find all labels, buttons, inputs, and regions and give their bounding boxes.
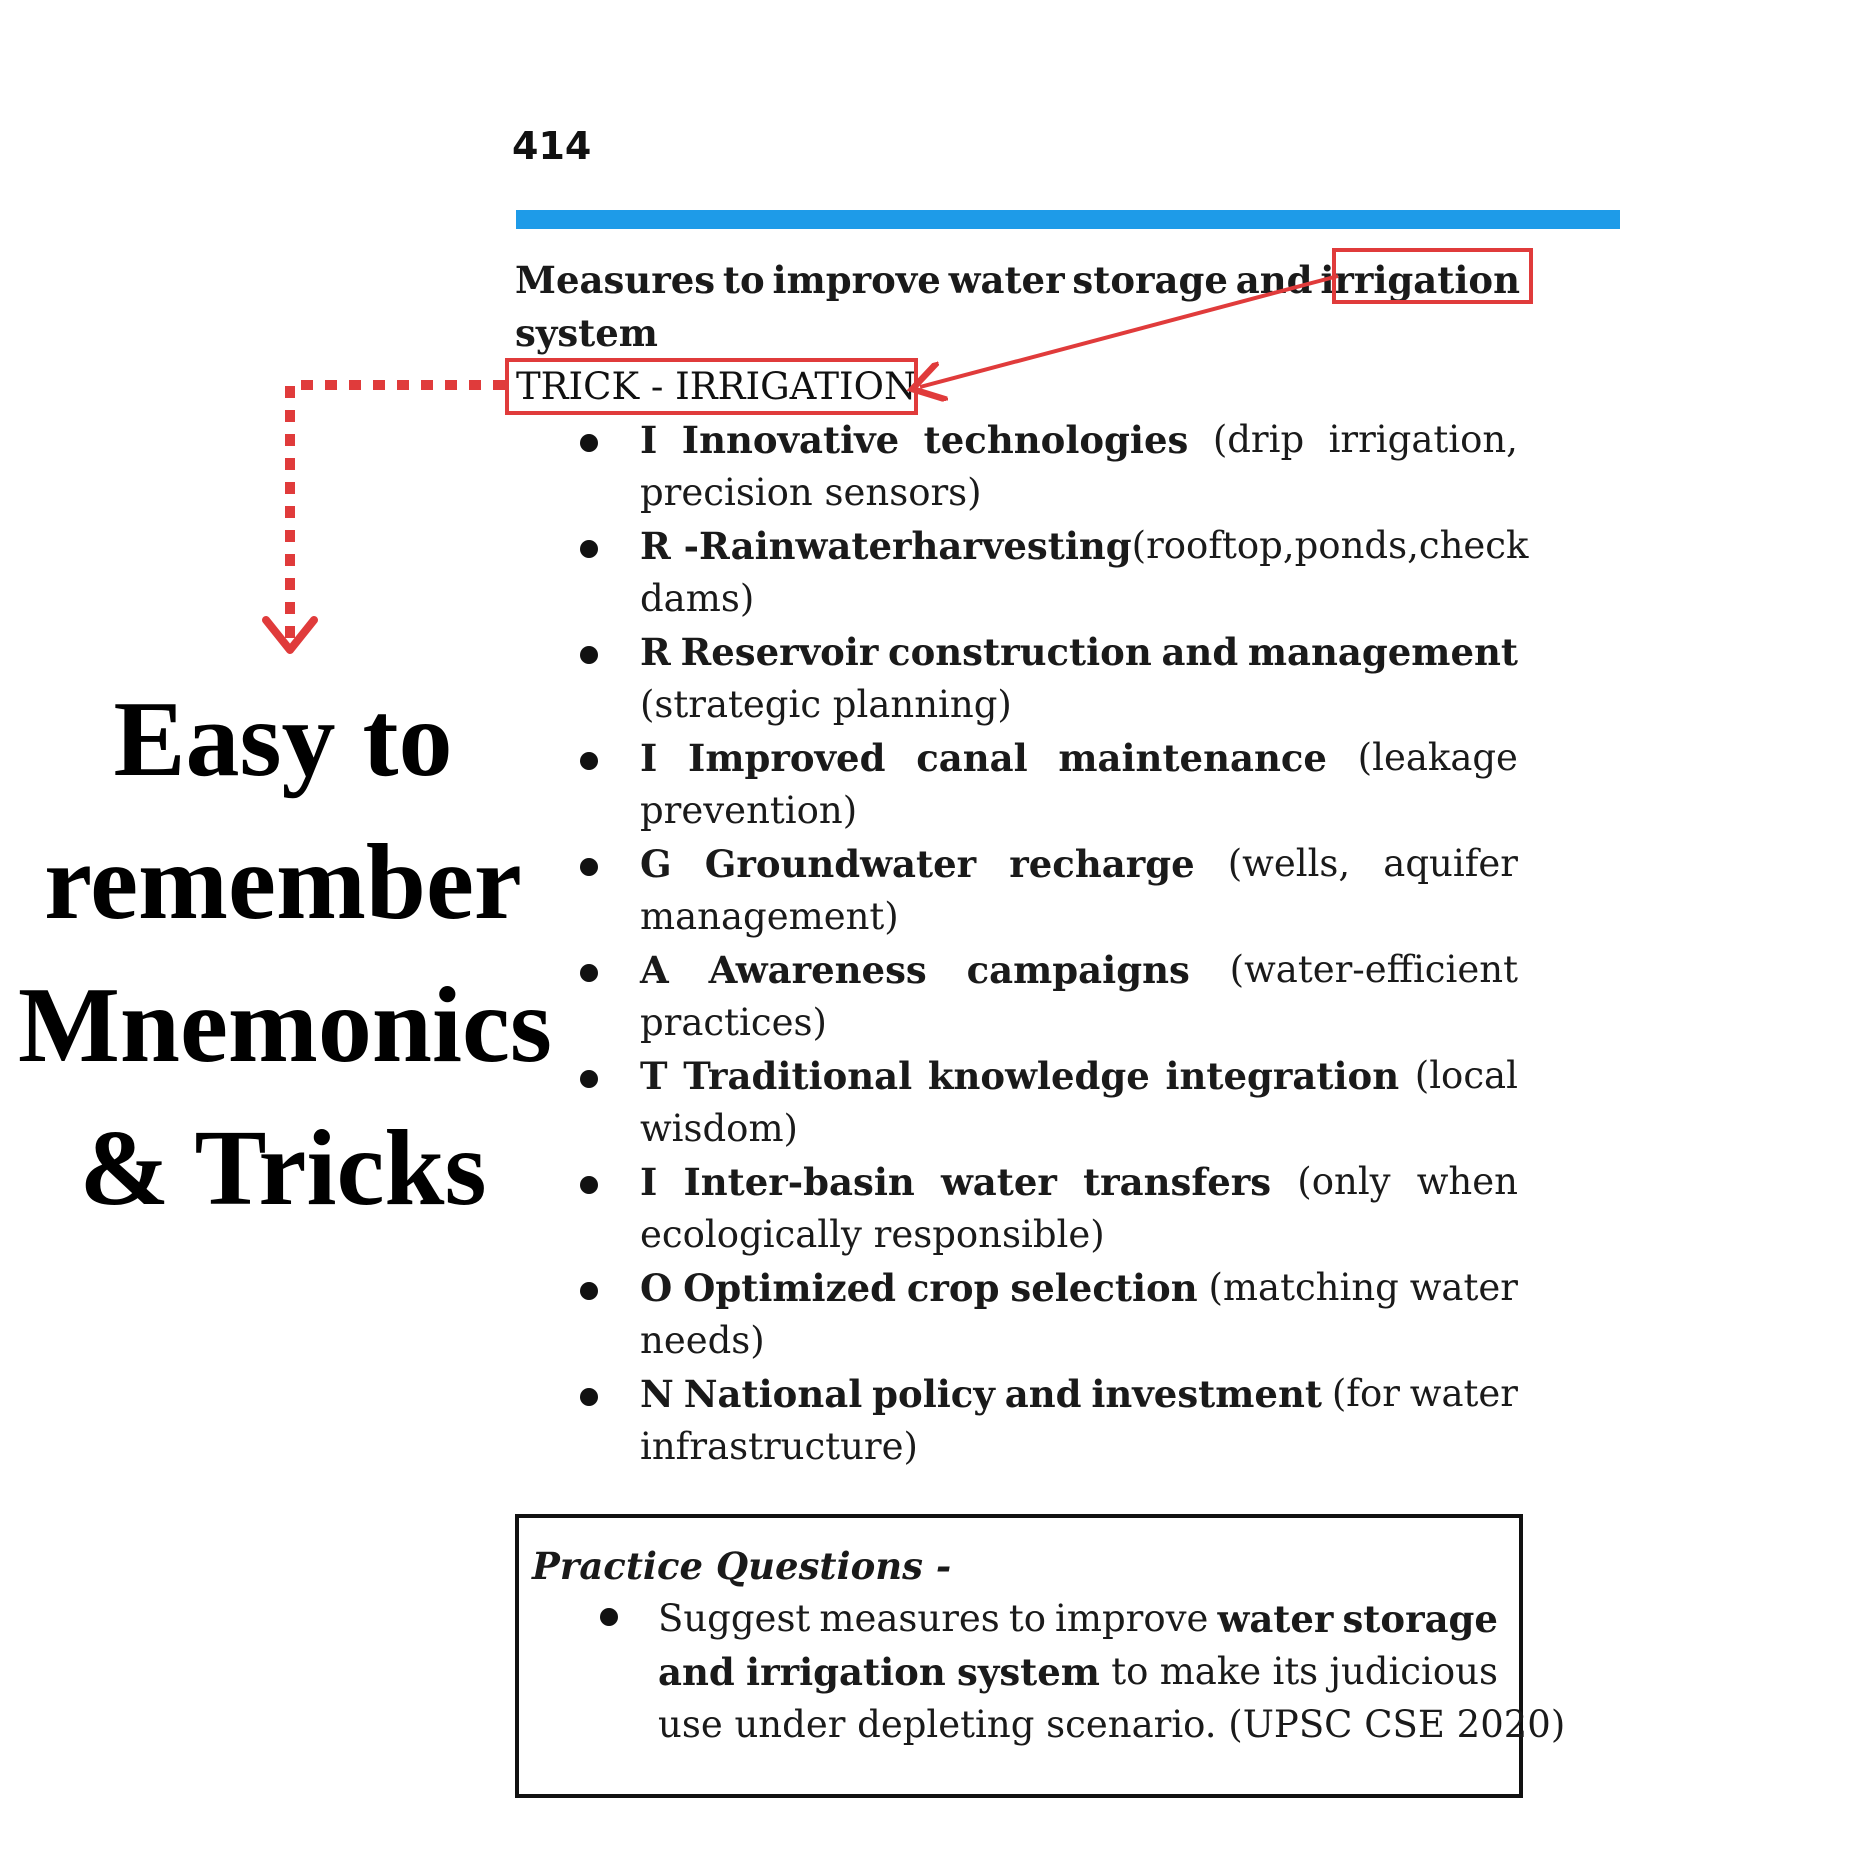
- item-keyword: canal: [916, 736, 1028, 780]
- list-item-continuation: prevention): [640, 789, 858, 832]
- mnemonic-letter: A: [640, 948, 669, 992]
- item-keyword: Rainwater: [699, 524, 912, 568]
- question-text: use under depleting scenario. (UPSC CSE 2020): [658, 1703, 1566, 1746]
- item-keyword: Reservoir: [680, 630, 879, 674]
- item-detail: (only: [1297, 1160, 1391, 1203]
- list-item-continuation: infrastructure): [640, 1425, 918, 1468]
- list-item-continuation: precision sensors): [640, 471, 982, 514]
- list-item-continuation: ecologically responsible): [640, 1213, 1105, 1256]
- question-text: make: [1159, 1650, 1262, 1693]
- side-caption-line: Easy to: [113, 680, 453, 799]
- item-keyword: integration: [1165, 1054, 1400, 1098]
- question-text: measures: [819, 1597, 1000, 1640]
- dotted-connector: [290, 385, 505, 640]
- list-item-continuation: wisdom): [640, 1107, 798, 1150]
- item-keyword: and: [1161, 630, 1239, 674]
- question-keyword: and: [658, 1650, 735, 1694]
- practice-question-line: [658, 1703, 1566, 1746]
- page-number: 414: [512, 124, 592, 168]
- heading-word: storage: [1072, 258, 1228, 302]
- question-text: judicious: [1329, 1650, 1498, 1693]
- item-keyword: recharge: [1009, 842, 1195, 886]
- mnemonic-letter: R -: [640, 524, 699, 568]
- question-keyword: storage: [1342, 1597, 1498, 1641]
- side-caption-line: Mnemonics: [18, 966, 552, 1085]
- item-keyword: maintenance: [1058, 736, 1327, 780]
- item-detail: check: [1418, 524, 1529, 567]
- question-text: to: [1111, 1650, 1149, 1693]
- mnemonic-letter: G: [640, 842, 672, 886]
- item-detail: (local: [1414, 1054, 1518, 1097]
- list-item-continuation: needs): [640, 1319, 765, 1362]
- item-detail: ponds,: [1294, 524, 1419, 567]
- heading-word: to: [722, 258, 765, 302]
- mnemonic-letter: T: [640, 1054, 668, 1098]
- mnemonic-letter: N: [640, 1372, 674, 1416]
- item-detail: water: [1409, 1372, 1518, 1415]
- item-detail: (leakage: [1357, 736, 1518, 779]
- practice-title: Practice Questions -: [532, 1544, 952, 1588]
- item-keyword: Awareness: [708, 948, 927, 992]
- pointer-arrow: [920, 276, 1338, 387]
- item-detail: (wells,: [1227, 842, 1351, 885]
- item-keyword: policy: [872, 1372, 995, 1416]
- practice-bullet: [600, 1608, 618, 1626]
- mnemonic-letter: O: [640, 1266, 673, 1310]
- item-detail: when: [1416, 1160, 1518, 1203]
- side-caption-line: & Tricks: [79, 1109, 487, 1228]
- item-detail: (for: [1331, 1372, 1400, 1415]
- question-text: its: [1272, 1650, 1319, 1693]
- side-caption-line: remember: [44, 823, 522, 942]
- item-keyword: campaigns: [966, 948, 1190, 992]
- mnemonic-letter: R: [640, 630, 671, 674]
- heading-word: and: [1235, 258, 1313, 302]
- question-text: improve: [1055, 1597, 1209, 1640]
- item-keyword: water: [940, 1160, 1057, 1204]
- item-keyword: transfers: [1083, 1160, 1272, 1204]
- question-keyword: irrigation: [746, 1650, 946, 1694]
- list-item-continuation: practices): [640, 1001, 827, 1044]
- heading-word: Measures: [515, 258, 716, 302]
- item-keyword: investment: [1091, 1372, 1322, 1416]
- item-keyword: selection: [1010, 1266, 1198, 1310]
- mnemonic-letter: I: [640, 736, 658, 780]
- item-detail: water: [1409, 1266, 1518, 1309]
- item-detail: (matching: [1208, 1266, 1399, 1309]
- mnemonic-letter: I: [640, 418, 658, 462]
- item-detail: (rooftop,: [1131, 524, 1295, 567]
- section-heading-line-2: system: [515, 311, 658, 355]
- item-detail: (water-efficient: [1229, 948, 1518, 991]
- item-keyword: Groundwater: [704, 842, 977, 886]
- item-keyword: harvesting: [911, 524, 1132, 568]
- item-detail: irrigation,: [1328, 418, 1518, 461]
- question-keyword: water: [1217, 1597, 1334, 1641]
- question-text: to: [1008, 1597, 1046, 1640]
- trick-title: TRICK - IRRIGATION: [516, 365, 917, 408]
- question-keyword: system: [957, 1650, 1100, 1694]
- item-keyword: Traditional: [683, 1054, 913, 1098]
- practice-question-line: [658, 1597, 1498, 1641]
- item-keyword: and: [1004, 1372, 1082, 1416]
- heading-word: water: [948, 258, 1065, 302]
- item-keyword: Innovative: [681, 418, 900, 462]
- item-keyword: Improved: [688, 736, 886, 780]
- list-item-continuation: (strategic planning): [640, 683, 1012, 726]
- practice-question-line: [658, 1650, 1498, 1694]
- item-detail: (drip: [1212, 418, 1305, 461]
- heading-word: irrigation: [1320, 258, 1520, 302]
- question-text: Suggest: [658, 1597, 811, 1640]
- heading-word: improve: [772, 258, 941, 302]
- item-keyword: Optimized: [683, 1266, 897, 1310]
- item-keyword: knowledge: [927, 1054, 1150, 1098]
- item-keyword: National: [683, 1372, 863, 1416]
- list-item-continuation: management): [640, 895, 899, 938]
- list-item-continuation: dams): [640, 577, 755, 620]
- item-keyword: construction: [888, 630, 1152, 674]
- item-keyword: Inter-basin: [683, 1160, 915, 1204]
- item-keyword: technologies: [923, 418, 1189, 462]
- mnemonic-letter: I: [640, 1160, 658, 1204]
- item-keyword: management: [1247, 630, 1518, 674]
- item-keyword: crop: [906, 1266, 1000, 1310]
- item-detail: aquifer: [1383, 842, 1518, 885]
